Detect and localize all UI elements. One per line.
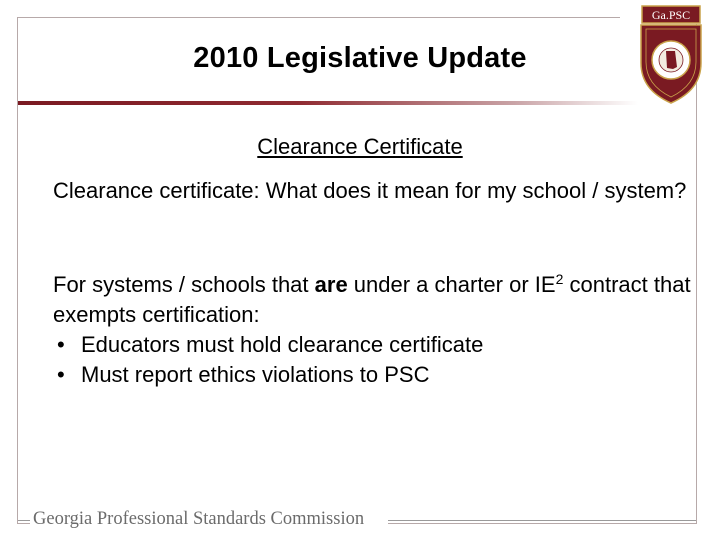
bullet-item: • Educators must hold clearance certificate bbox=[53, 330, 703, 360]
seal-banner-text: Ga.PSC bbox=[651, 8, 691, 22]
paragraph-text: For systems / schools that bbox=[53, 272, 315, 297]
bullet-list bbox=[53, 330, 703, 390]
emphasis-text: are bbox=[314, 272, 348, 297]
paragraph-question: Clearance certificate: What does it mean for my school / system? bbox=[53, 178, 687, 203]
section-heading: Clearance Certificate bbox=[257, 134, 463, 159]
paragraph-text: under a charter or IE bbox=[347, 272, 556, 297]
slide-title: 2010 Legislative Update bbox=[193, 42, 527, 74]
superscript: 2 bbox=[555, 271, 564, 287]
title-divider bbox=[18, 101, 638, 105]
paragraph-systems bbox=[53, 270, 703, 390]
footer-organization-name: Georgia Professional Standards Commission bbox=[33, 509, 365, 529]
bullet-item: • Must report ethics violations to PSC bbox=[53, 360, 703, 390]
paragraph-text: contract that exempts certification: bbox=[53, 272, 691, 327]
gapsc-seal-logo bbox=[636, 5, 706, 105]
